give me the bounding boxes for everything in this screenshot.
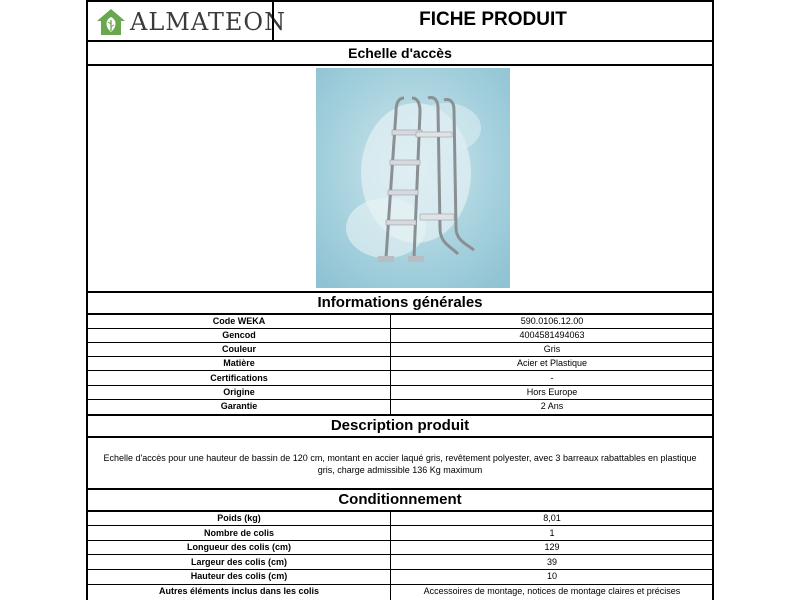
page-title: FICHE PRODUIT <box>419 9 567 30</box>
row-value: Acier et Plastique <box>516 358 588 368</box>
row-label: Hauteur des colis (cm) <box>190 571 288 581</box>
sheet-header <box>88 0 712 40</box>
row-value: Hors Europe <box>526 387 578 397</box>
row-value: 8,01 <box>543 513 561 523</box>
brand-logo <box>96 6 286 38</box>
row-label: Couleur <box>221 344 256 354</box>
table-row <box>88 385 712 399</box>
row-label: Largeur des colis (cm) <box>190 557 288 567</box>
description-title: Description produit <box>330 417 470 434</box>
row-value: 1 <box>549 528 555 538</box>
row-value: 4004581494063 <box>519 330 585 340</box>
table-row <box>88 328 712 342</box>
row-label: Poids (kg) <box>217 513 261 523</box>
row-label: Autres éléments inclus dans les colis <box>158 586 320 596</box>
table-row <box>88 584 712 598</box>
packaging-title: Conditionnement <box>338 491 462 508</box>
row-label: Garantie <box>220 401 258 411</box>
pool-ladder-photo <box>316 68 510 288</box>
table-row <box>88 555 712 569</box>
table-row <box>88 342 712 356</box>
table-row <box>88 511 712 525</box>
divider <box>88 64 712 66</box>
table-row <box>88 540 712 554</box>
row-label: Origine <box>223 387 255 397</box>
row-value: Accessoires de montage, notices de montage claires et précises <box>423 586 681 596</box>
row-value: 2 Ans <box>540 401 564 411</box>
row-label: Matière <box>223 358 255 368</box>
brand-name: ALMATEON <box>130 8 287 36</box>
table-row <box>88 371 712 385</box>
product-sheet <box>86 0 714 600</box>
row-label: Certifications <box>210 373 268 383</box>
row-value: 590.0106.12.00 <box>520 316 584 326</box>
general-info-title: Informations générales <box>317 294 483 311</box>
row-value: Gris <box>543 344 561 354</box>
row-label: Nombre de colis <box>203 528 275 538</box>
product-name: Echelle d'accès <box>348 45 452 61</box>
table-row <box>88 314 712 328</box>
house-leaf-icon <box>96 8 126 36</box>
product-photo <box>316 68 510 288</box>
description-text: Echelle d'accès pour une hauteur de bassin de 120 cm, montant en accier laqué gris, revêtement polyester, avec 3 barreaux rabattables en plastique gris, charge admissible 136 Kg maximum <box>103 453 697 475</box>
row-value: 10 <box>546 571 557 581</box>
table-row <box>88 526 712 540</box>
row-label: Gencod <box>222 330 256 340</box>
row-label: Code WEKA <box>212 316 266 326</box>
divider <box>88 436 712 438</box>
row-value: 129 <box>544 542 560 552</box>
table-row <box>88 569 712 583</box>
row-label: Longueur des colis (cm) <box>186 542 291 552</box>
table-row <box>88 399 712 413</box>
row-value: - <box>550 373 554 383</box>
row-value: 39 <box>546 557 557 567</box>
table-row <box>88 356 712 370</box>
